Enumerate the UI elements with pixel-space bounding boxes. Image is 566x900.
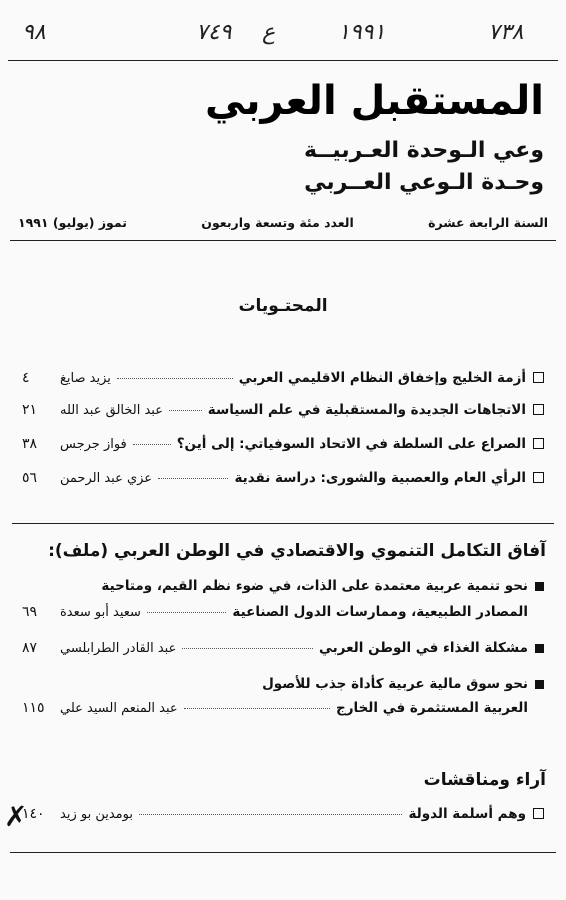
- toc-entry-page: ٣٨: [22, 436, 38, 452]
- toc-entry[interactable]: [22, 470, 544, 486]
- file-entry-continuation[interactable]: [22, 604, 528, 620]
- toc-entry-author: عبد الخالق عبد الله: [60, 403, 163, 418]
- discussion-entry-title: وهم أسلمة الدولة: [408, 806, 526, 822]
- file-section-title: آفاق التكامل التنموي والاقتصادي في الوطن العربي (ملف):: [48, 541, 546, 561]
- toc-entry-author: يزيد صايغ: [60, 371, 111, 386]
- file-entry-continuation[interactable]: [22, 700, 528, 716]
- file-entry-page: ١١٥: [22, 700, 45, 716]
- leader-dots: [117, 378, 233, 379]
- leader-dots: [169, 410, 202, 411]
- leader-dots: [147, 612, 226, 613]
- leader-dots: [133, 444, 171, 445]
- file-entry-title: نحو سوق مالية عربية كأداة جذب للأصول: [262, 676, 528, 692]
- file-entry-author: عبد القادر الطرابلسي: [60, 641, 177, 656]
- file-entry-page: ٦٩: [22, 604, 38, 620]
- file-entry-title: نحو تنمية عربية معتمدة على الذات، في ضوء نظم القيم، ومتاحية: [101, 578, 528, 594]
- issue-info-bar: [18, 215, 548, 230]
- handwritten-code-mid1: ٧٤٩: [196, 20, 232, 45]
- file-entry-title-line2: العربية المستثمرة في الخارج: [336, 700, 528, 716]
- discussions-section-title: آراء ومناقشات: [423, 770, 546, 790]
- issue-date: تموز (يوليو) ١٩٩١: [18, 215, 127, 230]
- file-entry-author: عبد المنعم السيد علي: [60, 701, 178, 716]
- toc-entry-title: أزمة الخليج وإخفاق النظام الاقليمي العربي: [238, 370, 526, 386]
- header-divider: [10, 240, 556, 241]
- file-entry-title: مشكلة الغذاء في الوطن العربي: [318, 640, 528, 656]
- discussion-entry-page: ١٤٠: [22, 806, 45, 822]
- square-bullet-icon: [535, 582, 544, 591]
- checkbox-icon: [533, 472, 544, 483]
- issue-year: السنة الرابعة عشرة: [428, 215, 548, 230]
- slogan-line-2: وحـدة الـوعي العــربي: [304, 170, 544, 195]
- toc-entry-title: الرأي العام والعصبية والشورى: دراسة نقدية: [234, 470, 526, 486]
- toc-entry-author: فواز جرجس: [60, 437, 127, 452]
- checkbox-icon: [533, 438, 544, 449]
- toc-entry-title: الاتجاهات الجديدة والمستقبلية في علم السياسة: [207, 402, 526, 418]
- handwritten-code-left: ٩٨: [22, 20, 46, 45]
- bottom-divider: [10, 852, 556, 853]
- leader-dots: [158, 478, 228, 479]
- file-entry[interactable]: [22, 578, 544, 594]
- file-entry-author: سعيد أبو سعدة: [60, 605, 141, 620]
- checkbox-icon: [533, 404, 544, 415]
- toc-entry-page: ٢١: [22, 402, 38, 418]
- square-bullet-icon: [535, 644, 544, 653]
- leader-dots: [182, 648, 313, 649]
- section-divider: [12, 523, 554, 524]
- handwritten-code-mid2: ع: [262, 20, 276, 45]
- toc-entry[interactable]: [22, 402, 544, 418]
- discussion-entry[interactable]: [22, 806, 544, 822]
- file-entry-page: ٨٧: [22, 640, 38, 656]
- contents-title: المحتـويات: [238, 296, 328, 316]
- top-divider: [8, 60, 558, 61]
- discussion-entry-author: بومدين بو زيد: [60, 807, 133, 822]
- toc-entry-title: الصراع على السلطة في الاتحاد السوفياتي: إلى أين؟: [176, 436, 526, 452]
- slogan-line-1: وعي الـوحدة العـربيــة: [304, 138, 544, 163]
- leader-dots: [139, 814, 402, 815]
- file-entry[interactable]: [22, 676, 544, 692]
- toc-entry-author: عزي عبد الرحمن: [60, 471, 153, 486]
- toc-entry-page: ٤: [22, 370, 30, 386]
- checkbox-icon: [533, 808, 544, 819]
- handwritten-code-right: ٧٣٨: [488, 20, 524, 45]
- handwritten-year: ١٩٩١: [338, 20, 386, 45]
- leader-dots: [184, 708, 330, 709]
- file-entry[interactable]: [22, 640, 544, 656]
- toc-entry-page: ٥٦: [22, 470, 38, 486]
- handwritten-x-mark-icon: ✗: [4, 800, 28, 833]
- issue-number: العدد مئة وتسعة واربعون: [201, 215, 354, 230]
- square-bullet-icon: [535, 680, 544, 689]
- toc-entry[interactable]: [22, 370, 544, 386]
- checkbox-icon: [533, 372, 544, 383]
- file-entry-title-line2: المصادر الطبيعية، وممارسات الدول الصناعية: [232, 604, 528, 620]
- journal-masthead: المستقبل العربي: [204, 78, 544, 124]
- toc-entry[interactable]: [22, 436, 544, 452]
